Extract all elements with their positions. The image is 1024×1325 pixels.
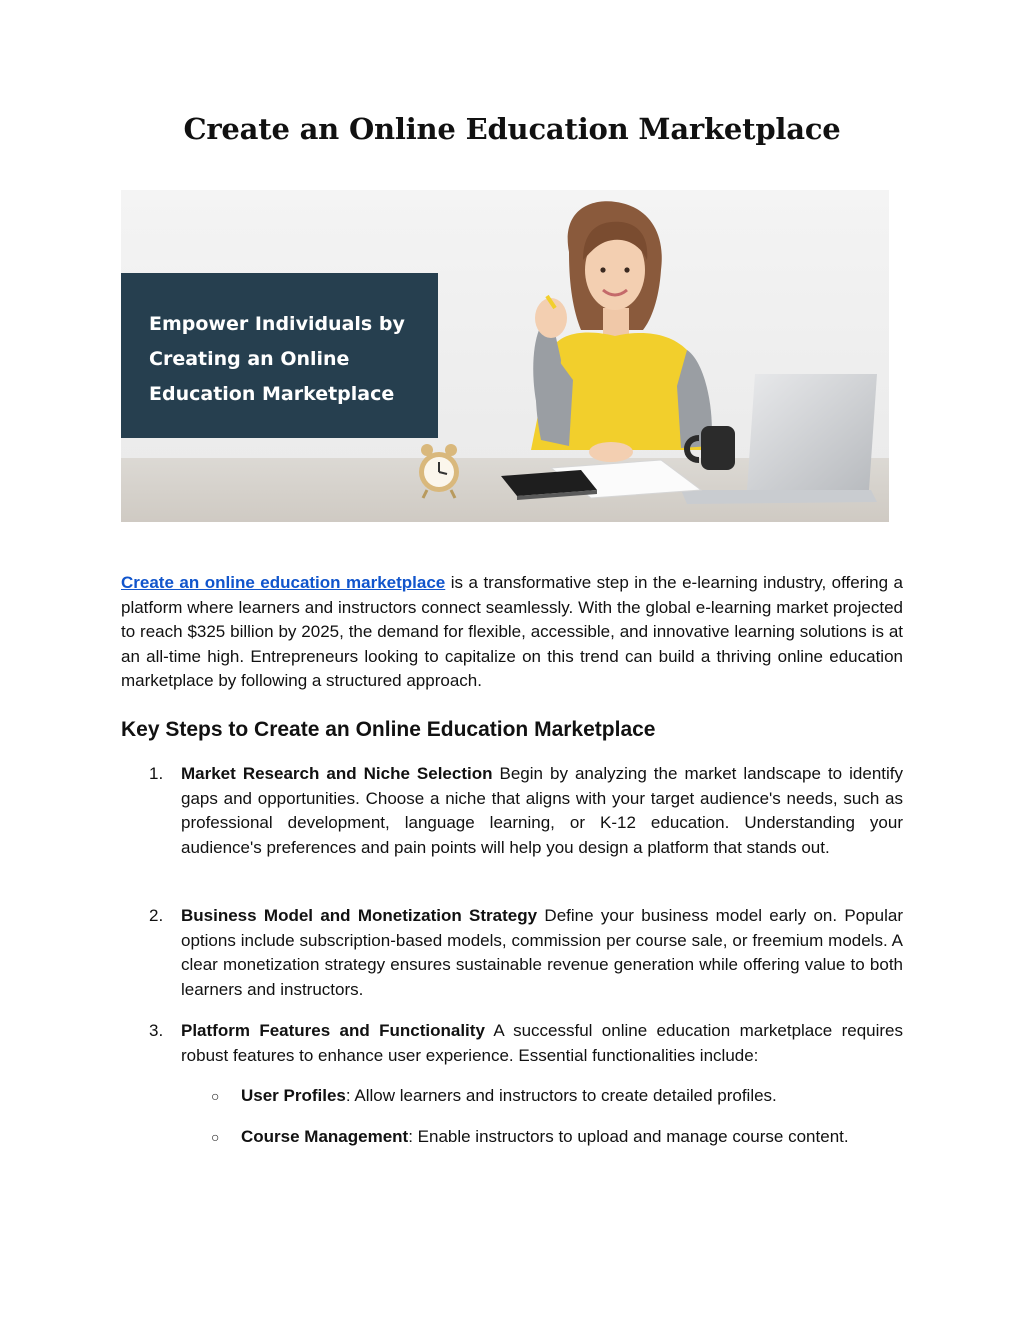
step-number: 1. [149,764,164,783]
step-number: 2. [149,906,164,925]
step-item [149,762,903,860]
step-item [149,904,903,1002]
intro-text: is a transformative step in the e-learning industry, offering a platform where learners and instructors connect seamlessly. With the global e-learning market projected to reach $325 billion by 2025, the demand for flexible, accessible, and innovative learning solutions is at an all-time high. Entrepreneurs looking to capitalize on this trend can build a thriving online education marketplace by following a structured approach. [121,573,903,690]
section-heading: Key Steps to Create an Online Education Marketplace [121,718,656,741]
step-body: A successful online education marketplace requires robust features to enhance user experience. Essential functionalities include: [181,1021,903,1065]
step-title: Business Model and Monetization Strategy [181,906,538,925]
feature-title: Course Management [241,1127,409,1146]
intro-paragraph [121,571,903,694]
step-title: Market Research and Niche Selection [181,764,493,783]
feature-body: : Allow learners and instructors to create detailed profiles. [345,1086,777,1105]
step-item [149,1019,903,1068]
step-body: Begin by analyzing the market landscape to identify gaps and opportunities. Choose a niche that aligns with your target audience's needs, such as professional development, language learning, or K-12 education. Understanding your audience's preferences and pain points will help you design a platform that stands out. [181,764,903,857]
step-number: 3. [149,1021,164,1040]
hero-caption-line: Creating an Online [149,348,350,370]
page-title: Create an Online Education Marketplace [183,112,841,146]
hero-caption-line: Empower Individuals by [149,313,405,335]
step-title: Platform Features and Functionality [181,1021,485,1040]
circle-bullet-icon: ○ [211,1088,220,1104]
marketplace-link[interactable]: Create an online education marketplace [121,573,446,592]
hero-image [121,190,889,522]
feature-title: User Profiles [241,1086,346,1105]
feature-item [211,1084,903,1109]
feature-item [211,1125,903,1150]
hero-caption [121,273,438,438]
step-body: Define your business model early on. Popular options include subscription-based models, commission per course sale, or freemium models. A clear monetization strategy ensures sustainable revenue generation while offering value to both learners and instructors. [181,906,903,999]
hero-caption-line: Education Marketplace [149,383,395,405]
feature-body: : Enable instructors to upload and manage course content. [408,1127,849,1146]
circle-bullet-icon: ○ [211,1129,220,1145]
